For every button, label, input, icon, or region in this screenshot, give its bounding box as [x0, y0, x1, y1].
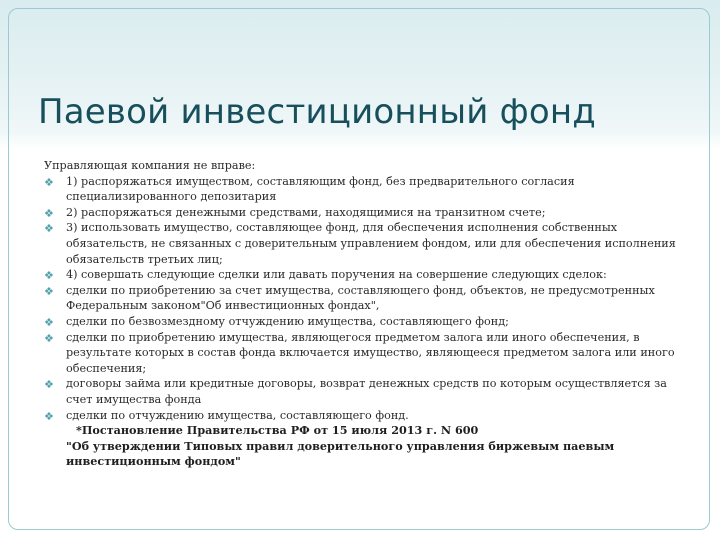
bullet-item	[44, 205, 684, 221]
diamond-bullet-icon: ❖	[44, 206, 54, 220]
bullet-text: сделки по отчуждению имущества, составляющего фонд.	[66, 408, 409, 422]
bullet-text: 4) совершать следующие сделки или давать поручения на совершение следующих сделок:	[66, 268, 607, 282]
footnote	[44, 423, 684, 470]
bullet-text: сделки по приобретению за счет имущества, составляющего фонд, объектов, не предусмотренных Федеральным законом"Об инвестиционных фондах",	[66, 283, 655, 313]
bullet-text: 2) распоряжаться денежными средствами, находящимися на транзитном счете;	[66, 205, 546, 219]
diamond-bullet-icon: ❖	[44, 284, 54, 298]
bullet-item	[44, 376, 684, 407]
diamond-bullet-icon: ❖	[44, 315, 54, 329]
bullet-text: 1) распоряжаться имуществом, составляющим фонд, без предварительного согласия специализированного депозитария	[66, 174, 575, 204]
diamond-bullet-icon: ❖	[44, 175, 54, 189]
bullet-item	[44, 267, 684, 283]
bullet-item	[44, 283, 684, 314]
bullet-item	[44, 408, 684, 424]
diamond-bullet-icon: ❖	[44, 269, 54, 283]
slide-title: Паевой инвестиционный фонд	[38, 92, 596, 132]
footnote-line-1: *Постановление Правительства РФ от 15 июля 2013 г. N 600	[76, 423, 479, 438]
bullet-text: сделки по безвозмездному отчуждению имущества, составляющего фонд;	[66, 314, 509, 328]
bullet-item	[44, 220, 684, 267]
bullet-item	[44, 174, 684, 205]
diamond-bullet-icon: ❖	[44, 409, 54, 423]
bullet-text: сделки по приобретению имущества, являющегося предметом залога или иного обеспечения, в результате которых в состав фонда включается имущество, являющееся предметом залога или иного обеспечения;	[66, 330, 675, 375]
bullet-text: договоры займа или кредитные договоры, возврат денежных средств по которым осуществляется за счет имущества фонда	[66, 377, 667, 406]
footnote-line-2: "Об утверждении Типовых правил доверительного управления биржевым паевым инвестиционным фондом"	[66, 438, 615, 469]
diamond-bullet-icon: ❖	[44, 331, 54, 345]
bullet-text: 3) использовать имущество, составляющее фонд, для обеспечения исполнения собственных обязательств, не связанных с доверительным управлением фондом, или для обеспечения исполнения обязательств третьих лиц;	[66, 221, 676, 266]
bullet-item	[44, 314, 684, 330]
slide-content	[44, 158, 684, 470]
bullet-item	[44, 330, 684, 377]
bullet-list	[44, 174, 684, 424]
diamond-bullet-icon: ❖	[44, 222, 54, 236]
intro-text: Управляющая компания не вправе:	[44, 159, 256, 172]
diamond-bullet-icon: ❖	[44, 378, 54, 392]
